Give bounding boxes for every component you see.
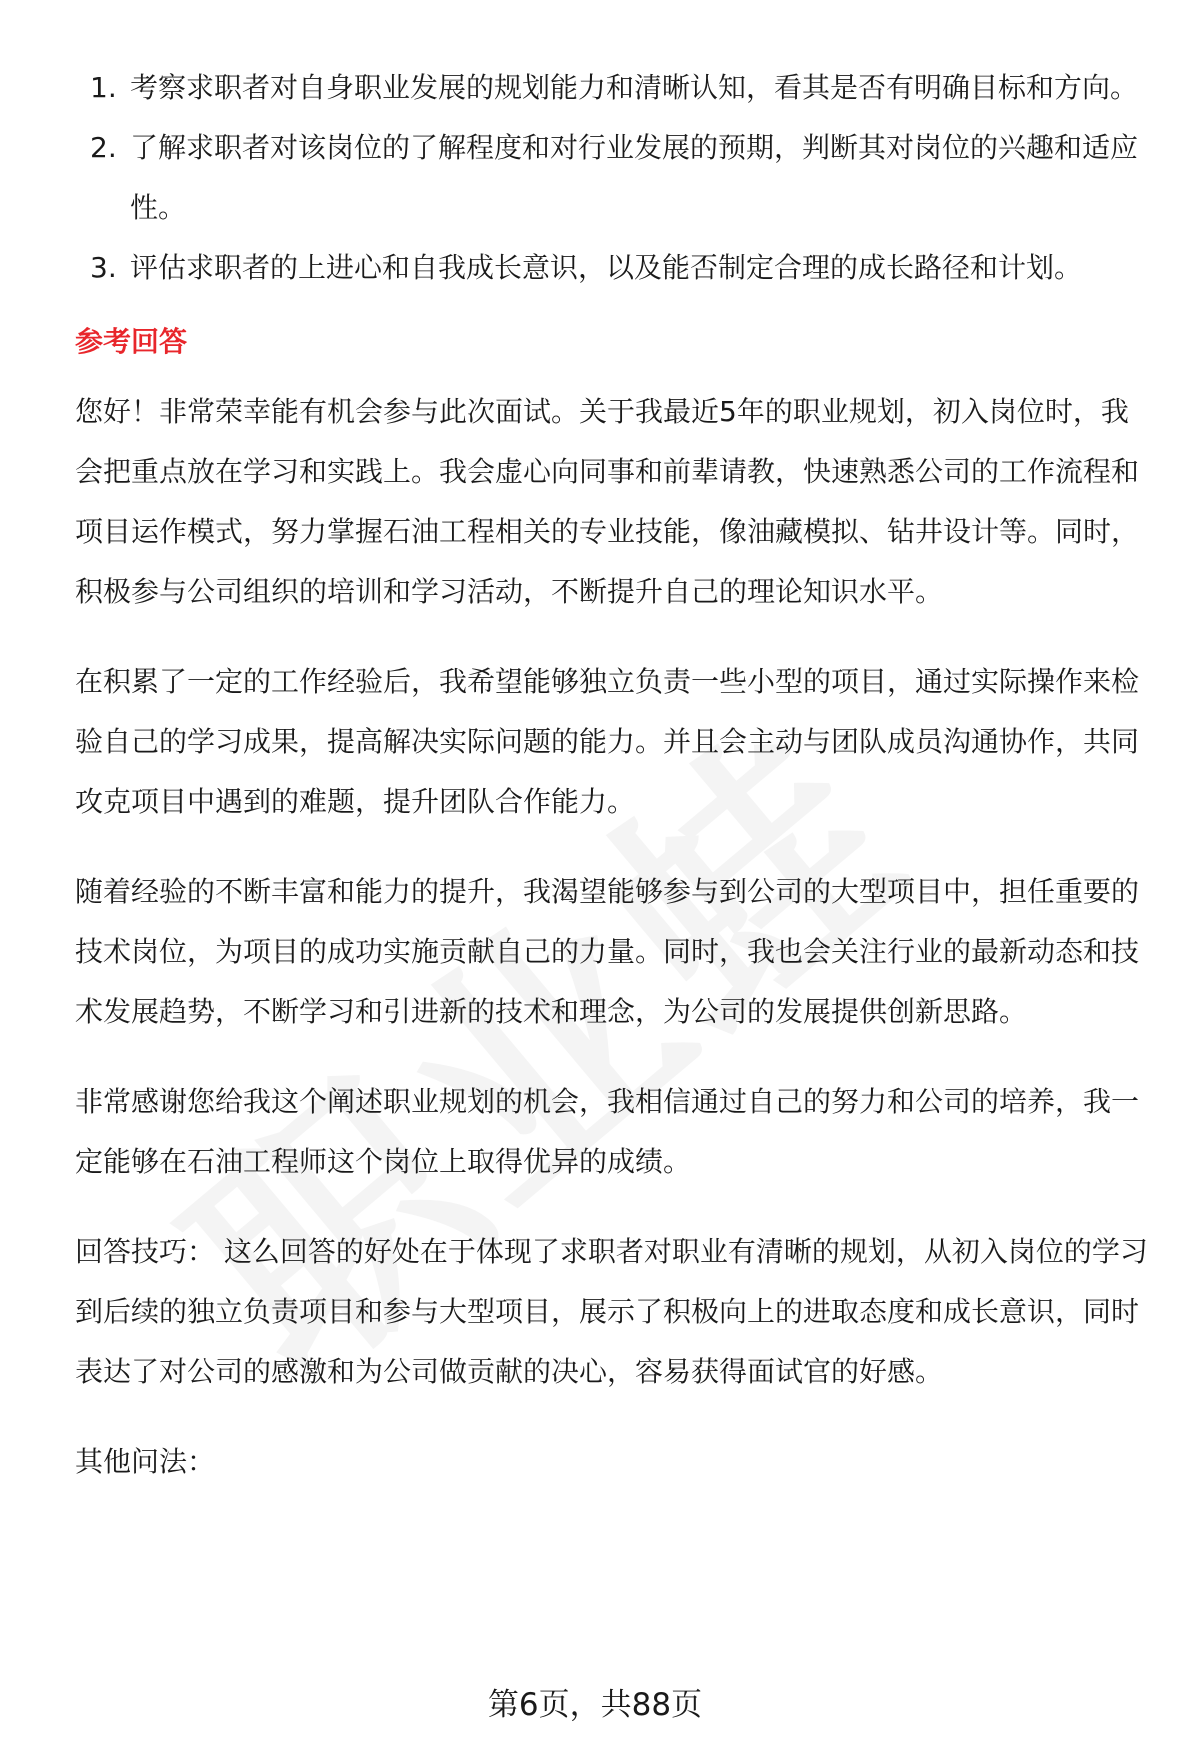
list-item — [0, 58, 1190, 118]
list-item — [0, 238, 1190, 298]
intro-list — [0, 58, 1190, 298]
paragraph: 您好！非常荣幸能有机会参与此次面试。关于我最近5年的职业规划，初入岗位时，我会把重点放在学习和实践上。我会虚心向同事和前辈请教，快速熟悉公司的工作流程和项目运作模式，努力掌握石油工程相关的专业技能，像油藏模拟、钻井设计等。同时，积极参与公司组织的培训和学习活动，不断提升自己的理论知识水平。 — [75, 395, 1140, 608]
paragraph: 随着经验的不断丰富和能力的提升，我渴望能够参与到公司的大型项目中，担任重要的技术岗位，为项目的成功实施贡献自己的力量。同时，我也会关注行业的最新动态和技术发展趋势，不断学习和引进新的技术和理念，为公司的发展提供创新思路。 — [75, 875, 1140, 1028]
list-text: 考察求职者对自身职业发展的规划能力和清晰认知，看其是否有明确目标和方向。 — [130, 71, 1139, 104]
list-text: 了解求职者对该岗位的了解程度和对行业发展的预期，判断其对岗位的兴趣和适应性。 — [130, 131, 1139, 224]
other-questions-label: 其他问法： — [75, 1445, 216, 1478]
list-number: 1. — [90, 71, 117, 104]
list-item — [0, 118, 1190, 238]
list-text: 评估求职者的上进心和自我成长意识，以及能否制定合理的成长路径和计划。 — [130, 251, 1083, 284]
section-title: 参考回答 — [75, 325, 188, 358]
page-content — [0, 58, 1190, 1492]
list-number: 2. — [90, 131, 117, 164]
paragraph: 非常感谢您给我这个阐述职业规划的机会，我相信通过自己的努力和公司的培养，我一定能够在石油工程师这个岗位上取得优异的成绩。 — [75, 1085, 1140, 1178]
answer-tips: 回答技巧： 这么回答的好处在于体现了求职者对职业有清晰的规划，从初入岗位的学习到后续的独立负责项目和参与大型项目，展示了积极向上的进取态度和成长意识，同时表达了对公司的感激和为公司做贡献的决心，容易获得面试官的好感。 — [75, 1235, 1148, 1388]
list-number: 3. — [90, 251, 117, 284]
page-number: 第6页，共88页 — [487, 1687, 703, 1723]
paragraph: 在积累了一定的工作经验后，我希望能够独立负责一些小型的项目，通过实际操作来检验自己的学习成果，提高解决实际问题的能力。并且会主动与团队成员沟通协作，共同攻克项目中遇到的难题，提升团队合作能力。 — [75, 665, 1140, 818]
